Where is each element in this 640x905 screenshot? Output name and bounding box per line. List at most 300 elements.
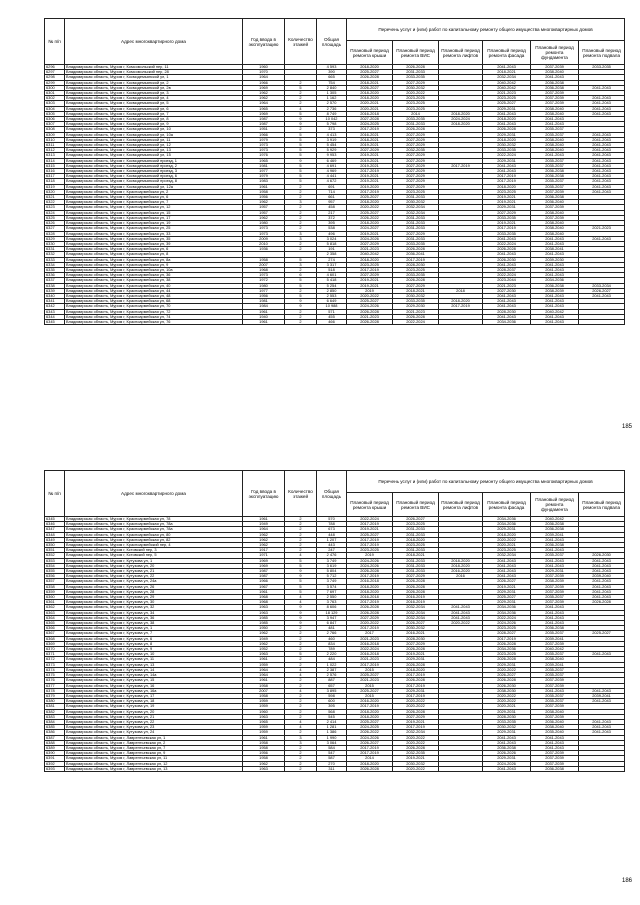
cell-num: 6327 (45, 226, 65, 231)
cell-address: Владимирская область, Муром г, Космодемьянской ул, 1 (65, 75, 243, 80)
cell-area: 834 (317, 641, 347, 646)
cell-facade: 2019-2021 (483, 221, 531, 226)
cell-area: 2 220 (317, 652, 347, 657)
cell-foundation: 2041-2043 (531, 537, 579, 542)
cell-utilities: 2032-2034 (393, 605, 439, 610)
cell-roof: 2017-2019 (347, 169, 393, 174)
cell-num: 6331 (45, 247, 65, 252)
cell-foundation: 2036-2038 (531, 174, 579, 179)
cell-area: 4 672 (317, 179, 347, 184)
cell-area: 518 (317, 267, 347, 272)
cell-utilities: 2023-2025 (393, 106, 439, 111)
cell-num: 6346 (45, 522, 65, 527)
cell-num: 6353 (45, 558, 65, 563)
cell-year: 1958 (243, 693, 285, 698)
cell-address: Владимирская область, Муром г, Кутузова ул, 1 (65, 626, 243, 631)
cell-year: 1917 (243, 548, 285, 553)
cell-floors: 2 (285, 662, 317, 667)
header-foundation: Плановый период ремонта фундамента (531, 41, 579, 65)
cell-num: 6319 (45, 184, 65, 189)
cell-basement: 2021-2023 (579, 226, 625, 231)
repair-table (44, 18, 625, 325)
cell-year: 1936 (243, 247, 285, 252)
cell-floors: 2 (285, 756, 317, 761)
cell-num: 6367 (45, 631, 65, 636)
cell-facade: 2033-2035 (483, 215, 531, 220)
cell-address: Владимирская область, Муром г, Красноармейская ул, 8 (65, 252, 243, 257)
cell-year: 1973 (243, 226, 285, 231)
cell-roof: 2027-2028 (347, 117, 393, 122)
cell-foundation: 2040-2042 (531, 647, 579, 652)
cell-num: 6387 (45, 735, 65, 740)
cell-facade: 2041-2043 (483, 252, 531, 257)
cell-facade: 2040-2042 (483, 85, 531, 90)
cell-num: 6365 (45, 621, 65, 626)
cell-facade: 2026-2026 (483, 751, 531, 756)
cell-foundation: 2040-2042 (531, 309, 579, 314)
cell-roof: 2024-2026 (347, 558, 393, 563)
cell-utilities: 2020-2022 (393, 735, 439, 740)
cell-basement: 2041-2043 (579, 236, 625, 241)
cell-utilities: 2019-2021 (393, 652, 439, 657)
cell-roof: 2021-2023 (347, 247, 393, 252)
cell-roof: 2020-2022 (347, 205, 393, 210)
cell-basement: 2041-2043 (579, 189, 625, 194)
cell-area: 395 (317, 704, 347, 709)
cell-floors: 2 (285, 189, 317, 194)
cell-roof: 2018-2020 (347, 584, 393, 589)
cell-year: 1969 (243, 558, 285, 563)
cell-utilities: 2031-2033 (393, 548, 439, 553)
cell-floors: 2 (285, 626, 317, 631)
cell-utilities: 2014 (393, 111, 439, 116)
cell-num: 6370 (45, 647, 65, 652)
cell-year: 1965 (243, 158, 285, 163)
cell-floors: 5 (285, 293, 317, 298)
cell-roof: 2022-2024 (347, 647, 393, 652)
cell-address: Владимирская область, Муром г, Космодемьянской ул, 11 (65, 137, 243, 142)
cell-address: Владимирская область, Муром г, Космодемьянской ул, 2 (65, 80, 243, 85)
cell-roof: 2015 (347, 693, 393, 698)
cell-num: 6356 (45, 574, 65, 579)
cell-address: Владимирская область, Муром г, Кутузова ул, 21 (65, 569, 243, 574)
cell-roof: 2026-2028 (347, 319, 393, 324)
cell-floors: 9 (285, 621, 317, 626)
cell-facade: 2038-2030 (483, 688, 531, 693)
cell-year: 1962 (243, 631, 285, 636)
cell-utilities: 2017-2019 (393, 725, 439, 730)
cell-floors: 5 (285, 143, 317, 148)
cell-address: Владимирская область, Муром г, Космодемьянской ул, 9 (65, 122, 243, 127)
page-number: 186 (621, 878, 632, 884)
cell-basement: 2041-2043 (579, 163, 625, 168)
cell-num: 6299 (45, 80, 65, 85)
cell-utilities: 2018-2021 (393, 553, 439, 558)
cell-facade: 2025-2027 (483, 101, 531, 106)
cell-roof: 2017-2019 (347, 574, 393, 579)
cell-area: 448 (317, 532, 347, 537)
cell-address: Владимирская область, Муром г, Кутузова ул, 14а (65, 673, 243, 678)
cell-basement: 2041-2043 (579, 569, 625, 574)
cell-year: 1959 (243, 662, 285, 667)
cell-num: 6296 (45, 65, 65, 70)
cell-area: 5 712 (317, 574, 347, 579)
cell-year: 2007 (243, 262, 285, 267)
cell-roof: 2025-2027 (347, 299, 393, 304)
cell-floors: 2 (285, 210, 317, 215)
cell-utilities: 2026-2028 (393, 678, 439, 683)
cell-utilities: 2031-2033 (393, 236, 439, 241)
cell-num: 6382 (45, 709, 65, 714)
cell-area: 4 691 (317, 163, 347, 168)
cell-address: Владимирская область, Муром г, Красноармейская ул, 68 (65, 299, 243, 304)
cell-area: 2 476 (317, 553, 347, 558)
cell-utilities: 2023-2025 (393, 267, 439, 272)
repair-table (44, 470, 625, 772)
cell-address: Владимирская область, Муром г, Космодемьянской ул, 7 (65, 111, 243, 116)
cell-year: 1963 (243, 610, 285, 615)
cell-floors: 5 (285, 174, 317, 179)
cell-utilities: 2030-2032 (393, 761, 439, 766)
cell-area: 6 847 (317, 621, 347, 626)
cell-address: Владимирская область, Муром г, Космодемьянской ул, 12а (65, 184, 243, 189)
cell-num: 6351 (45, 548, 65, 553)
cell-year: 1972 (243, 278, 285, 283)
cell-lifts: 2018 (439, 288, 483, 293)
cell-address: Владимирская область, Муром г, Кутузова ул, 13 (65, 662, 243, 667)
cell-address: Владимирская область, Муром г, Лаврентьевская ул, 2 (65, 740, 243, 745)
cell-roof: 2019-2021 (347, 153, 393, 158)
cell-foundation: 2036-2038 (531, 527, 579, 532)
cell-utilities: 2026-2028 (393, 709, 439, 714)
cell-roof: 2024-2026 (347, 735, 393, 740)
cell-area: 2 766 (317, 631, 347, 636)
cell-num: 6379 (45, 693, 65, 698)
cell-basement: 2041-2043 (579, 293, 625, 298)
cell-foundation: 2039-2041 (531, 636, 579, 641)
cell-num: 6363 (45, 610, 65, 615)
cell-facade: 2023-2025 (483, 652, 531, 657)
cell-utilities: 2031-2033 (393, 558, 439, 563)
cell-floors: 2 (285, 241, 317, 246)
cell-year: 1959 (243, 730, 285, 735)
cell-facade: 2033-2035 (483, 148, 531, 153)
cell-roof: 2026-2028 (347, 309, 393, 314)
cell-roof: 2026-2028 (347, 569, 393, 574)
cell-roof: 2017-2019 (347, 662, 393, 667)
cell-utilities: 2033-2035 (393, 75, 439, 80)
cell-year: 1949 (243, 522, 285, 527)
cell-roof: 2017-2019 (347, 189, 393, 194)
cell-num: 6314 (45, 158, 65, 163)
cell-num: 6323 (45, 205, 65, 210)
cell-area: 3 895 (317, 688, 347, 693)
cell-area: 3 919 (317, 137, 347, 142)
cell-roof: 2017-2019 (347, 745, 393, 750)
cell-num: 6366 (45, 626, 65, 631)
cell-num: 6309 (45, 132, 65, 137)
cell-area: 270 (317, 761, 347, 766)
cell-num: 6342 (45, 304, 65, 309)
cell-roof: 2019-2021 (347, 158, 393, 163)
cell-floors: 9 (285, 610, 317, 615)
cell-floors: 4 (285, 667, 317, 672)
cell-utilities: 2026-2028 (393, 584, 439, 589)
table-body (45, 517, 625, 772)
cell-address: Владимирская область, Муром г, Кутузова ул, 28 (65, 589, 243, 594)
cell-foundation: 2041-2043 (531, 610, 579, 615)
cell-foundation: 2040-2042 (531, 517, 579, 522)
cell-facade: 2036-2038 (483, 745, 531, 750)
cell-year: 1987 (243, 569, 285, 574)
cell-foundation: 2035-2037 (531, 163, 579, 168)
cell-utilities: 2027-2029 (393, 132, 439, 137)
cell-address: Владимирская область, Муром г, Космодемьянской ул, 2в (65, 85, 243, 90)
cell-area: 571 (317, 309, 347, 314)
cell-foundation: 2041-2043 (531, 745, 579, 750)
cell-address: Владимирская область, Муром г, Кутузова ул, 11 (65, 657, 243, 662)
cell-area: 390 (317, 70, 347, 75)
cell-area: 466 (317, 319, 347, 324)
cell-address: Владимирская область, Муром г, Космодемьянской ул, 12 (65, 143, 243, 148)
cell-foundation: 2041-2043 (531, 319, 579, 324)
cell-foundation: 2037-2039 (531, 574, 579, 579)
cell-foundation: 2035-2037 (531, 667, 579, 672)
cell-floors: 9 (285, 574, 317, 579)
cell-floors: 9 (285, 122, 317, 127)
cell-utilities: 2023-2025 (393, 101, 439, 106)
cell-floors: 9 (285, 117, 317, 122)
cell-floors: 9 (285, 569, 317, 574)
cell-year: 1963 (243, 605, 285, 610)
cell-area: 2 736 (317, 106, 347, 111)
cell-num: 6357 (45, 579, 65, 584)
cell-facade: 2041-2043 (483, 236, 531, 241)
cell-year: 2010 (243, 241, 285, 246)
cell-num: 6360 (45, 595, 65, 600)
cell-area: 570 (317, 517, 347, 522)
cell-area: 4 441 (317, 174, 347, 179)
cell-facade: 2034-2036 (483, 610, 531, 615)
cell-roof: 2019-2021 (347, 174, 393, 179)
cell-num: 6345 (45, 517, 65, 522)
cell-utilities: 2028-2030 (393, 262, 439, 267)
cell-num: 6317 (45, 174, 65, 179)
cell-facade: 2041-2043 (483, 293, 531, 298)
cell-num: 6304 (45, 106, 65, 111)
cell-area: 3 947 (317, 615, 347, 620)
cell-address: Владимирская область, Муром г, Красноармейская ул, 2 (65, 189, 243, 194)
cell-num: 6343 (45, 309, 65, 314)
cell-basement: 2033-2035 (579, 65, 625, 70)
cell-roof: 2025-2027 (347, 195, 393, 200)
cell-year: 1959 (243, 725, 285, 730)
cell-num: 6329 (45, 236, 65, 241)
cell-num: 6375 (45, 673, 65, 678)
cell-roof: 2026-2022 (347, 215, 393, 220)
cell-foundation: 2041-2043 (531, 262, 579, 267)
cell-foundation: 2038-2040 (531, 106, 579, 111)
cell-address: Владимирская область, Муром г, Красноармейская ул, 9 (65, 262, 243, 267)
cell-facade: 2029-2031 (483, 205, 531, 210)
cell-utilities: 2027-2029 (393, 163, 439, 168)
cell-utilities: 2027-2029 (393, 143, 439, 148)
cell-facade: 2019-2021 (483, 195, 531, 200)
cell-roof: 2017-2019 (347, 522, 393, 527)
cell-address: Владимирская область, Муром г, Космодемьянской ул, 15 (65, 153, 243, 158)
cell-foundation: 2035-2037 (531, 184, 579, 189)
cell-lifts: 2018-2020 (439, 111, 483, 116)
cell-roof: 2019 (347, 288, 393, 293)
cell-area: 18 129 (317, 610, 347, 615)
cell-basement: 2041-2043 (579, 148, 625, 153)
cell-address: Владимирская область, Муром г, Красноармейская ул, 10а (65, 267, 243, 272)
cell-utilities: 2017-2019 (393, 257, 439, 262)
cell-facade: 2041-2043 (483, 314, 531, 319)
cell-area: 9 953 (317, 153, 347, 158)
cell-address: Владимирская область, Муром г, Лаврентьевская ул, 12 (65, 761, 243, 766)
cell-utilities: 2031-2033 (393, 122, 439, 127)
cell-floors: 2 (285, 745, 317, 750)
cell-roof: 2018-2020 (347, 200, 393, 205)
cell-roof: 2025-2027 (347, 70, 393, 75)
cell-lifts: 2017-2019 (439, 304, 483, 309)
cell-basement: 2041-2043 (579, 158, 625, 163)
cell-facade: 2041-2043 (483, 740, 531, 745)
cell-facade: 2029-2031 (483, 589, 531, 594)
cell-floors: 2 (285, 532, 317, 537)
cell-utilities: 2026-2028 (393, 647, 439, 652)
cell-area: 8 749 (317, 111, 347, 116)
cell-floors: 5 (285, 85, 317, 90)
cell-area: 373 (317, 127, 347, 132)
cell-address: Владимирская область, Муром г, Кутузова ул, 24 (65, 730, 243, 735)
cell-utilities: 2017-2019 (393, 683, 439, 688)
cell-year: 1962 (243, 761, 285, 766)
cell-foundation: 2036-2040 (531, 719, 579, 724)
cell-address: Владимирская область, Муром г, Лаврентьевская ул, 13 (65, 766, 243, 771)
cell-area: 2 576 (317, 673, 347, 678)
cell-utilities: 2031-2033 (393, 563, 439, 568)
cell-year: 1961 (243, 735, 285, 740)
header-group: Перечень услуг и (или) работ по капитальному ремонту общего имущества многоквартирных домов (347, 19, 625, 41)
cell-area: 8 606 (317, 605, 347, 610)
cell-foundation: 2035-2037 (531, 132, 579, 137)
cell-facade: 2023-2044 (483, 278, 531, 283)
cell-year: 1973 (243, 148, 285, 153)
cell-num: 6315 (45, 163, 65, 168)
cell-utilities: 2022-2024 (393, 319, 439, 324)
cell-num: 6340 (45, 293, 65, 298)
cell-floors: 2 (285, 527, 317, 532)
cell-roof: 2023-2025 (347, 548, 393, 553)
cell-utilities: 2030-2032 (393, 85, 439, 90)
cell-utilities: 2033-2035 (393, 273, 439, 278)
cell-roof: 2026-2028 (347, 75, 393, 80)
cell-roof: 2016-2018 (347, 652, 393, 657)
cell-address: Владимирская область, Муром г, Космодемьянский проезд, 6 (65, 174, 243, 179)
cell-facade: 2023-2025 (483, 96, 531, 101)
cell-roof: 2026-2027 (347, 740, 393, 745)
cell-num: 6322 (45, 200, 65, 205)
header-foundation: Плановый период ремонта фундамента (531, 493, 579, 517)
cell-address: Владимирская область, Муром г, Красноармейская ул, 7 (65, 200, 243, 205)
table-row (45, 766, 625, 771)
cell-roof: 2027-2029 (347, 148, 393, 153)
cell-foundation: 2041-2043 (531, 688, 579, 693)
cell-basement: 2041-2043 (579, 558, 625, 563)
cell-area: 661 (317, 195, 347, 200)
cell-basement (579, 766, 625, 771)
cell-year: 1966 (243, 80, 285, 85)
cell-year: 1966 (243, 132, 285, 137)
cell-area: 5 418 (317, 278, 347, 283)
cell-area: 673 (317, 527, 347, 532)
cell-foundation: 2035-2037 (531, 595, 579, 600)
cell-foundation: 2038-2040 (531, 143, 579, 148)
cell-foundation: 2041-2043 (531, 615, 579, 620)
cell-utilities: 2018-2020 (393, 537, 439, 542)
cell-basement: 2041-2043 (579, 174, 625, 179)
cell-utilities: 2031-2033 (393, 215, 439, 220)
cell-floors: 2 (285, 647, 317, 652)
cell-year: 1976 (243, 153, 285, 158)
cell-address: Владимирская область, Муром г, Красноармейская ул, 78 (65, 517, 243, 522)
cell-roof: 2021-2023 (347, 678, 393, 683)
cell-utilities: 2021-2023 (393, 309, 439, 314)
cell-area: 10 988 (317, 304, 347, 309)
cell-facade: 2034-2036 (483, 605, 531, 610)
cell-facade: 2041-2043 (483, 766, 531, 771)
cell-facade: 2022-2024 (483, 241, 531, 246)
cell-utilities: 2032-2034 (393, 210, 439, 215)
cell-address: Владимирская область, Муром г, Кутузова ул, 14 (65, 667, 243, 672)
cell-num: 6350 (45, 543, 65, 548)
cell-facade: 2026-2028 (483, 678, 531, 683)
cell-num: 6298 (45, 75, 65, 80)
cell-year: 1969 (243, 111, 285, 116)
cell-utilities: 2029-2030 (393, 304, 439, 309)
cell-facade: 2028-2030 (483, 714, 531, 719)
cell-num: 6392 (45, 761, 65, 766)
cell-facade: 2041-2043 (483, 111, 531, 116)
cell-year: 1957 (243, 210, 285, 215)
cell-facade: 2041-2043 (483, 169, 531, 174)
cell-facade: 2041-2043 (483, 163, 531, 168)
cell-area: 598 (317, 693, 347, 698)
cell-utilities: 2027-2029 (393, 137, 439, 142)
cell-floors: 6 (285, 273, 317, 278)
cell-facade: 2024-2026 (483, 621, 531, 626)
cell-utilities: 2027-2029 (393, 574, 439, 579)
cell-num: 6338 (45, 283, 65, 288)
cell-roof: 2026-2027 (347, 85, 393, 90)
cell-facade: 2017-2019 (483, 226, 531, 231)
cell-lifts: 2018-2020 (439, 122, 483, 127)
cell-foundation: 2041-2043 (531, 740, 579, 745)
cell-foundation: 2037-2039 (531, 678, 579, 683)
cell-num: 6374 (45, 667, 65, 672)
cell-utilities: 2026-2028 (393, 314, 439, 319)
cell-floors: 5 (285, 163, 317, 168)
cell-floors: 2 (285, 247, 317, 252)
cell-roof: 2019-2021 (347, 527, 393, 532)
cell-foundation: 2037-2039 (531, 96, 579, 101)
header-area: Общая площадь (317, 471, 347, 517)
cell-utilities: 2033-2035 (393, 241, 439, 246)
cell-facade: 2041-2043 (483, 304, 531, 309)
cell-year: 1979 (243, 137, 285, 142)
